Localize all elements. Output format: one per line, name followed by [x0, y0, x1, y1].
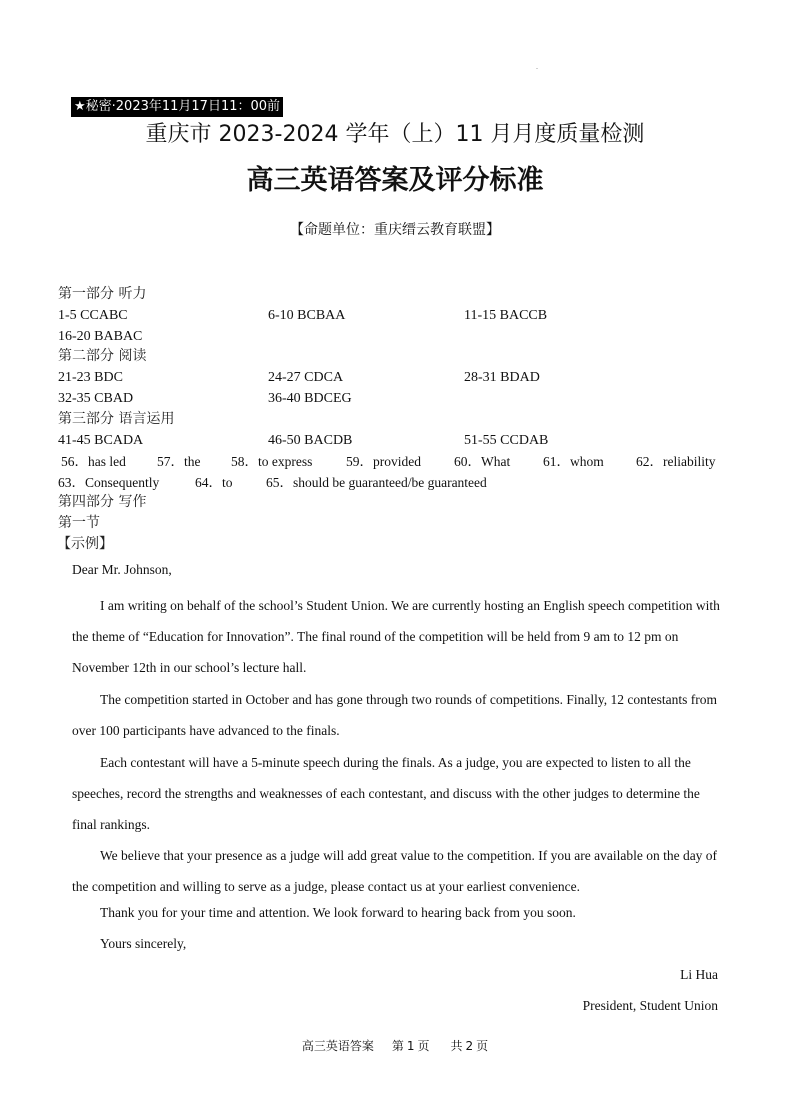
fill-answer: 61．whom	[543, 454, 604, 469]
footer-page-number: 1	[406, 1039, 415, 1053]
letter-paragraph: We believe that your presence as a judge will add great value to the competition. If you are available on the day of the competition and willing to serve as a judge, please contact us at your earliest convenience.	[72, 848, 718, 894]
part2-heading: 第二部分 阅读	[58, 348, 147, 364]
answer-group: 36-40 BDCEG	[268, 391, 352, 406]
confidential-badge: ★秘密·2023年11月17日11：00前	[71, 97, 283, 117]
part4-heading: 第四部分 写作	[58, 494, 147, 510]
footer-total-pre: 共	[450, 1039, 463, 1053]
footer-total-post: 页	[476, 1039, 489, 1053]
page-footer	[0, 1037, 790, 1055]
answer-group: 46-50 BACDB	[268, 433, 353, 448]
fill-answer: 64．to	[195, 475, 233, 490]
letter-closing: Yours sincerely,	[100, 936, 187, 951]
answer-group: 24-27 CDCA	[268, 370, 344, 385]
letter-salutation: Dear Mr. Johnson,	[72, 562, 172, 577]
example-label: 【示例】	[57, 536, 113, 552]
exam-title: 重庆市 2023-2024 学年（上）11 月月度质量检测	[145, 122, 645, 147]
answer-group: 32-35 CBAD	[58, 391, 134, 406]
page-mark: .	[536, 62, 538, 71]
fill-answer: 60．What	[454, 454, 511, 469]
answer-group: 21-23 BDC	[58, 370, 123, 385]
signature-name: Li Hua	[680, 967, 718, 982]
signature-title: President, Student Union	[582, 998, 718, 1013]
answer-group: 11-15 BACCB	[464, 308, 548, 323]
fill-answer: 56．has led	[61, 454, 126, 469]
answer-group: 41-45 BCADA	[58, 433, 144, 448]
answer-group: 16-20 BABAC	[58, 329, 143, 344]
section-label: 第一节	[58, 515, 100, 531]
answer-group: 6-10 BCBAA	[268, 308, 346, 323]
answer-group: 51-55 CCDAB	[464, 433, 549, 448]
footer-page-post: 页	[417, 1039, 430, 1053]
fill-answer: 57．the	[157, 454, 201, 469]
part3-heading: 第三部分 语言运用	[58, 411, 175, 427]
footer-page-pre: 第	[391, 1039, 404, 1053]
part1-heading: 第一部分 听力	[58, 286, 147, 302]
author-unit: 【命题单位：重庆缙云教育联盟】	[290, 222, 500, 238]
fill-answer: 62．reliability	[636, 454, 716, 469]
answer-group: 28-31 BDAD	[464, 370, 540, 385]
fill-answer: 59．provided	[346, 454, 421, 469]
letter-paragraph: Each contestant will have a 5-minute speech during the finals. As a judge, you are expected to listen to all the speeches, record the strengths and weaknesses of each contestant, and discuss with the other judges to determine the final rankings.	[72, 755, 700, 832]
letter-paragraph: The competition started in October and has gone through two rounds of competitions. Finally, 12 contestants from over 100 participants have advanced to the finals.	[72, 692, 718, 738]
footer-total-pages: 2	[465, 1039, 474, 1053]
fill-answer: 63．Consequently	[58, 475, 160, 490]
document-title: 高三英语答案及评分标准	[246, 165, 544, 196]
footer-doc-name: 高三英语答案	[301, 1039, 374, 1053]
fill-answer: 65．should be guaranteed/be guaranteed	[266, 475, 487, 490]
letter-paragraph: Thank you for your time and attention. We look forward to hearing back from you soon.	[100, 905, 576, 920]
answer-group: 1-5 CCABC	[58, 308, 128, 323]
fill-answer: 58．to express	[231, 454, 313, 469]
letter-paragraph: I am writing on behalf of the school’s Student Union. We are currently hosting an English speech competition with the theme of “Education for Innovation”. The final round of the competition will be held from 9 am to 12 pm on November 12th in our school’s lecture hall.	[72, 598, 720, 675]
